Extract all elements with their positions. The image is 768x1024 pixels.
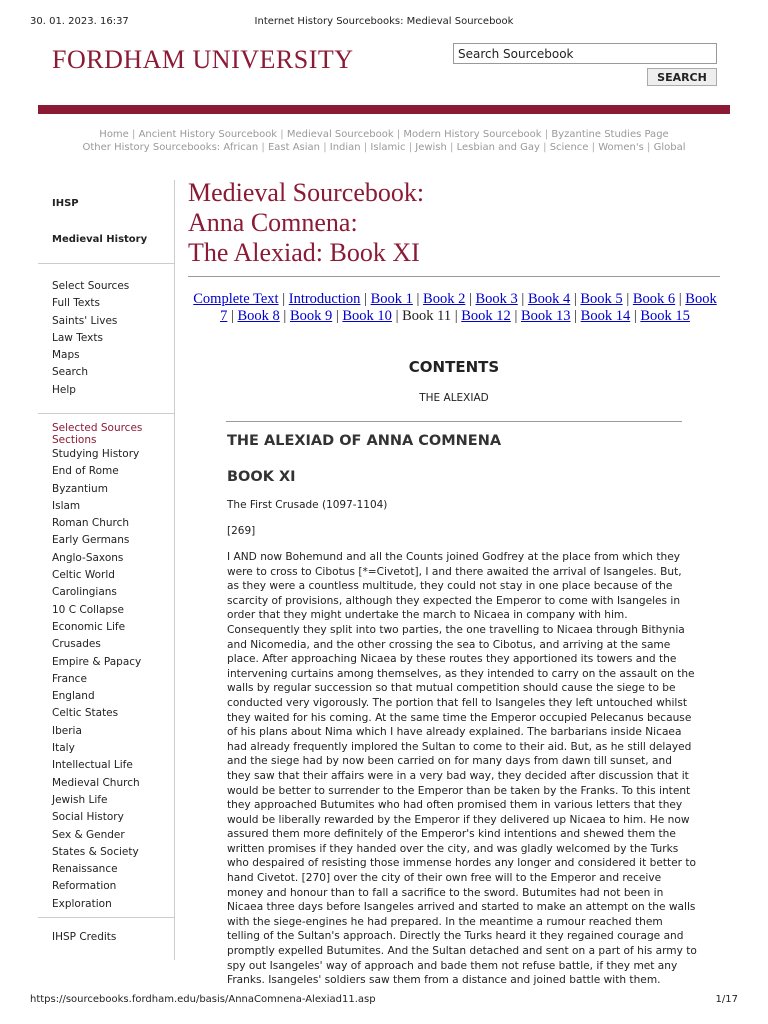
page-title (188, 178, 424, 268)
sidebar-item[interactable] (52, 347, 129, 364)
book-10-link[interactable]: Book 10 (342, 308, 392, 324)
body-line: had already frequently implored the Sultan to come to their aid. But, as he still delayed (227, 740, 692, 753)
sidebar-item-link[interactable]: Search (52, 366, 89, 379)
sidebar-item-link[interactable]: Select Sources (52, 280, 130, 292)
nav-lesbian-gay-link[interactable]: Lesbian and Gay (456, 142, 540, 153)
body-line: and the siege had by now been carried on for many days from dawn till sunset, and (227, 755, 672, 768)
sidebar-item-link[interactable]: Economic Life (52, 620, 126, 633)
print-header (30, 16, 738, 30)
print-page-number: 1/17 (715, 994, 738, 1005)
sidebar-item-link[interactable]: Law Texts (52, 331, 103, 344)
body-paragraph (227, 550, 712, 988)
sidebar-item-link[interactable]: Roman Church (52, 517, 130, 530)
body-line: with the siege-engines he had prepared. In the meantime a rumour reached them (227, 915, 663, 928)
sidebar-item-link[interactable]: France (52, 672, 87, 685)
body-line: hand Civetot. [270] over the city of their own free will to the Emperor and receive (227, 872, 662, 885)
nav-ancient-link[interactable]: Ancient History Sourcebook (138, 129, 278, 140)
sidebar-item[interactable] (52, 567, 141, 584)
book-1-link[interactable]: Book 1 (370, 291, 413, 307)
book-navigation: Complete Text | Introduction | Book 1 | Book 2 | Book 3 | Book 4 | Book 5 | Book 6 | Book 7 | Book 8 | Book 9 | Book 10 | Book 11 | Book 12 | Book 13 | Book 14 | Book 15 (193, 291, 717, 324)
body-line: and Nicomedia, and the other crossing the sea to Cibotus, and arriving at the same (227, 638, 671, 651)
sidebar-item[interactable] (52, 313, 129, 330)
sidebar-group-tools (52, 278, 129, 399)
section-subtitle: The First Crusade (1097-1104) (227, 499, 388, 511)
nav-global-link[interactable]: Global (653, 142, 686, 153)
page-title-line: Medieval Sourcebook: (188, 178, 425, 207)
work-heading: THE ALEXIAD OF ANNA COMNENA (227, 433, 502, 449)
header-divider-bar (38, 105, 730, 114)
nav-home-link[interactable]: Home (99, 129, 129, 140)
nav-science-link[interactable]: Science (549, 142, 589, 153)
sidebar-divider (38, 917, 175, 918)
sidebar-item[interactable] (52, 515, 141, 532)
contents-heading: CONTENTS (408, 358, 500, 376)
sidebar-item[interactable] (52, 809, 141, 826)
body-line: were to cross to Cibotus [*=Civetot], I and there awaited the arrival of Isangeles. But, (227, 565, 682, 578)
book-13-link[interactable]: Book 13 (520, 308, 571, 324)
nav-womens-link[interactable]: Women's (598, 142, 644, 153)
body-line: Franks. Isangeles' soldiers saw them from a distance and joined battle with them. (227, 974, 661, 987)
body-line: they approached Butumites who had often promised them in various letters that they (227, 799, 683, 812)
nav-african-link[interactable]: African (223, 142, 259, 153)
print-footer (30, 994, 738, 1008)
body-line: who despaired of resisting those immense hordes any longer and considered it better to (227, 857, 697, 870)
sidebar-item[interactable] (52, 827, 141, 844)
sidebar-selected-heading: Selected Sources Sections (52, 422, 143, 446)
sidebar-item[interactable] (52, 330, 129, 347)
sidebar-item[interactable] (52, 364, 129, 381)
sidebar-ihsp-link[interactable]: IHSP (52, 198, 79, 209)
sidebar-item-link[interactable]: Carolingians (52, 586, 117, 599)
contents-rule (226, 421, 682, 422)
sidebar-item[interactable] (52, 463, 141, 480)
body-line: money and honour than to fall a sacrifice to the sword. Butumites had not been in (227, 886, 664, 899)
nav-east-asian-link[interactable]: East Asian (267, 142, 321, 153)
body-line: Nicaea three days before Isangeles arrived and started to make an attempt on the walls (227, 901, 696, 914)
current-book-label: Book 11 (402, 308, 452, 324)
sidebar-item-link[interactable]: States & Society (52, 845, 139, 858)
page-title-line: The Alexiad: Book XI (188, 238, 420, 267)
book-4-link[interactable]: Book 4 (527, 291, 571, 307)
print-timestamp: 30. 01. 2023. 16:37 (30, 16, 129, 27)
sidebar-item[interactable] (52, 602, 141, 619)
search-input[interactable] (453, 43, 717, 64)
sidebar-item-link[interactable]: Help (52, 383, 76, 396)
nav-jewish-link[interactable]: Jewish (415, 142, 447, 153)
sidebar-item-link[interactable]: Saints' Lives (52, 314, 118, 327)
sidebar-item-link[interactable]: Italy (52, 742, 75, 755)
body-line: order that they might undertake the march to Nicaea in company with him. (227, 609, 628, 622)
sidebar-item[interactable] (52, 584, 141, 601)
page-marker: [269] (227, 525, 256, 537)
sidebar-group-sections (52, 446, 141, 913)
sidebar-item-link[interactable]: Reformation (52, 880, 117, 893)
nav-byzantine-link[interactable]: Byzantine Studies Page (551, 129, 669, 140)
sidebar-item-link[interactable]: Early Germans (52, 534, 130, 547)
print-page-title: Internet History Sourcebooks: Medieval Sourcebook (254, 16, 514, 27)
fordham-logo[interactable]: FORDHAM UNIVERSITY (52, 45, 354, 74)
body-line: promptly expelled Butumites. And the Sultan detached and sent on a part of his army to (227, 945, 697, 958)
sidebar-item-link[interactable]: End of Rome (52, 465, 119, 478)
sidebar-item[interactable] (52, 532, 141, 549)
print-url: https://sourcebooks.fordham.edu/basis/AnnaComnena-Alexiad11.asp (30, 994, 376, 1005)
title-rule (188, 276, 720, 277)
sidebar-item-link[interactable]: England (52, 690, 95, 703)
sidebar-item-link[interactable]: Celtic World (52, 569, 115, 582)
sidebar-item[interactable] (52, 671, 141, 688)
book-9-link[interactable]: Book 9 (289, 308, 333, 324)
sidebar-item-link[interactable]: Studying History (52, 448, 140, 460)
body-line: spy out Isangeles' way of approach and bade them not refuse battle, if they met any (227, 959, 678, 972)
sidebar-item[interactable] (52, 757, 141, 774)
body-line: conducted very vigorously. The portion that fell to Isangeles they left untouched whilst (227, 696, 688, 709)
body-line: walls by regular succession so that mutual competition should cause the siege to be (227, 682, 676, 695)
body-line: they waited for his coming. At the same time the Emperor occupied Pelecanus because (227, 711, 692, 724)
nav-indian-link[interactable]: Indian (329, 142, 361, 153)
sidebar-item-link[interactable]: Intellectual Life (52, 759, 133, 772)
nav-modern-link[interactable]: Modern History Sourcebook (403, 129, 542, 140)
sidebar-item-link[interactable]: Social History (52, 811, 124, 824)
book-15-link[interactable]: Book 15 (640, 308, 690, 324)
contents-item: THE ALEXIAD (419, 392, 489, 404)
introduction-link[interactable]: Introduction (288, 291, 361, 307)
sidebar-item[interactable] (52, 705, 141, 722)
body-line: assured them more definitely of the Emperor's kind intentions and shewed them the (227, 828, 676, 841)
sidebar-item[interactable] (52, 896, 141, 913)
sidebar-item[interactable] (52, 278, 129, 295)
sidebar-divider (38, 413, 175, 414)
sidebar-item-link[interactable]: Maps (52, 349, 80, 362)
sidebar-item-link[interactable]: Byzantium (52, 482, 108, 495)
sidebar-item[interactable] (52, 481, 141, 498)
body-line: place. After approaching Nicaea by these routes they apportioned its towers and the (227, 653, 677, 666)
top-navigation (38, 128, 730, 154)
sidebar-item-link[interactable]: 10 C Collapse (52, 603, 124, 616)
book-2-link[interactable]: Book 2 (423, 291, 466, 307)
sidebar-item[interactable] (52, 861, 141, 878)
body-line: Consequently they split into two parties, the one travelling to Nicaea through Bithynia (227, 623, 685, 636)
book-8-link[interactable]: Book 8 (237, 308, 280, 324)
sidebar-item[interactable] (52, 619, 141, 636)
book-heading: BOOK XI (227, 469, 296, 485)
body-line: I AND now Bohemund and all the Counts joined Godfrey at the place from which they (227, 551, 681, 563)
sidebar-item[interactable] (52, 295, 129, 312)
book-14-link[interactable]: Book 14 (580, 308, 631, 324)
page-title-line: Anna Comnena: (188, 208, 358, 237)
sidebar-item[interactable] (52, 654, 141, 671)
sidebar-item[interactable] (52, 844, 141, 861)
book-7-link[interactable]: Book 7 (220, 291, 717, 324)
sidebar-item[interactable] (52, 636, 141, 653)
sidebar-item-link[interactable]: Sex & Gender (52, 828, 125, 841)
sidebar-item[interactable] (52, 740, 141, 757)
sidebar-item-link[interactable]: Renaissance (52, 863, 118, 876)
sidebar-item[interactable] (52, 688, 141, 705)
body-line: would be better to surrender to the Emperor than be taken by the Franks. To this intent (227, 784, 691, 797)
sidebar-item-link[interactable]: Medieval Church (52, 776, 140, 789)
sidebar-item-link[interactable]: Crusades (52, 638, 101, 651)
sidebar-medieval-history-link[interactable]: Medieval History (52, 234, 148, 245)
book-3-link[interactable]: Book 3 (475, 291, 518, 307)
book-12-link[interactable]: Book 12 (461, 308, 511, 324)
nav-medieval-link[interactable]: Medieval Sourcebook (286, 129, 394, 140)
sidebar-item[interactable] (52, 723, 141, 740)
body-line: telling of the Sultan's approach. Directly the Turks heard it they regained courage and (227, 930, 684, 943)
body-line: they saw that their affairs were in a very bad way, they decided after discussion that it (227, 769, 689, 782)
sidebar-item-link[interactable]: Iberia (52, 724, 82, 737)
sidebar-item-link[interactable]: Jewish Life (52, 793, 108, 806)
book-6-link[interactable]: Book 6 (632, 291, 676, 307)
body-line: as they were a countless multitude, they could not stay in one place because of the (227, 580, 673, 593)
complete-text-link[interactable]: Complete Text (193, 291, 279, 307)
body-line: of his plans about Nima which I have already explained. The barbarians inside Nicaea (227, 726, 682, 739)
body-line: would be liberally rewarded by the Emperor if they delivered up Nicaea to him. He now (227, 813, 690, 826)
topnav-row-2: Other History Sourcebooks: African | East Asian | Indian | Islamic | Jewish | Lesbian and Gay | Science | Women's | Global (82, 142, 686, 153)
sidebar-item[interactable] (52, 792, 141, 809)
sidebar-divider (38, 263, 175, 264)
sidebar-item-link[interactable]: Empire & Papacy (52, 655, 142, 668)
sidebar-item[interactable] (52, 446, 141, 463)
body-line: scarcity of provisions, although they expected the Emperor to come with Isangeles in (227, 594, 681, 607)
nav-islamic-link[interactable]: Islamic (370, 142, 406, 153)
body-line: written promises if they handed over the city, and was gladly welcomed by the Turks (227, 842, 679, 855)
sidebar-credits-link[interactable]: IHSP Credits (52, 931, 117, 943)
sidebar-item[interactable] (52, 382, 129, 399)
sidebar-item-link[interactable]: Celtic States (52, 707, 119, 720)
sidebar-item[interactable] (52, 498, 141, 515)
sidebar-item-link[interactable]: Anglo-Saxons (52, 551, 124, 564)
sidebar-item[interactable] (52, 550, 141, 567)
book-5-link[interactable]: Book 5 (580, 291, 623, 307)
topnav-row-1: Home | Ancient History Sourcebook | Medieval Sourcebook | Modern History Sourcebook | Byzantine Studies Page (99, 129, 669, 140)
nav-other-label: Other History Sourcebooks: (82, 142, 221, 153)
sidebar-item[interactable] (52, 775, 141, 792)
search-button[interactable]: SEARCH (647, 68, 717, 86)
sidebar-item-link[interactable]: Full Texts (52, 297, 100, 310)
sidebar-item-link[interactable]: Islam (52, 499, 81, 512)
body-line: intervening curtains among themselves, as they intended to carry on the assault on the (227, 667, 695, 680)
sidebar-item-link[interactable]: Exploration (52, 897, 112, 910)
sidebar-item[interactable] (52, 878, 141, 895)
sidebar (38, 180, 175, 960)
